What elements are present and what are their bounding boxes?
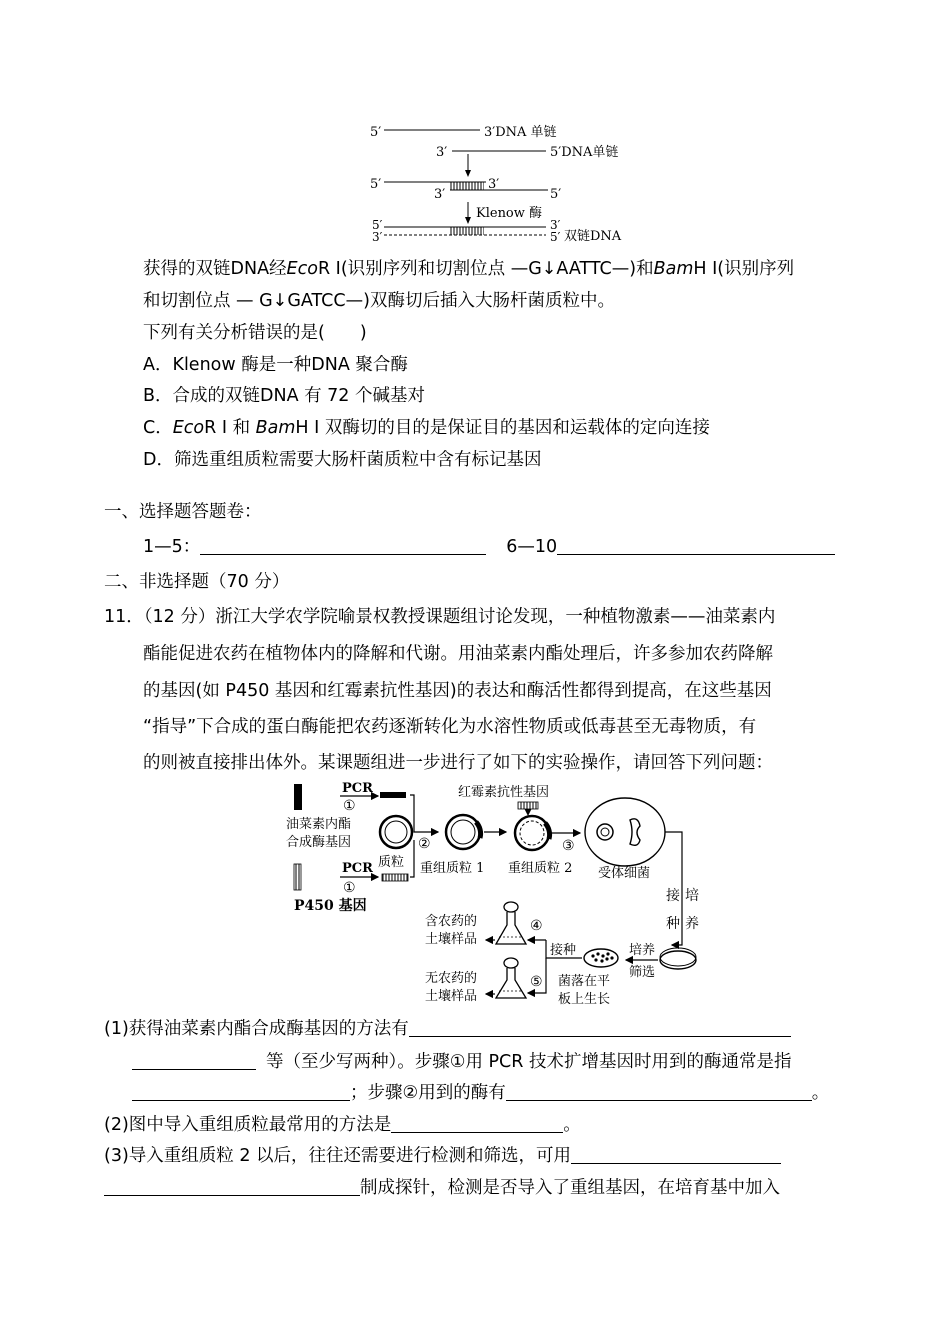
- subq1-text-c: ；步骤②用到的酶有: [350, 1083, 506, 1103]
- plasmid-inner: [385, 821, 407, 843]
- step5-label: ⑤: [530, 974, 543, 990]
- ecor-italic: Eco: [286, 259, 318, 279]
- subq3-line2: [104, 1176, 780, 1200]
- receptor-nucleoid: [630, 819, 640, 845]
- fig1-row1-left: 5′: [370, 125, 382, 140]
- fig1-row2-left: 3′: [436, 145, 448, 160]
- subq1-text-a: (1)获得油菜素内酯合成酶基因的方法有: [104, 1019, 409, 1039]
- fig1-enzyme-label: Klenow 酶: [476, 206, 543, 221]
- amplified-gene-top: [380, 792, 406, 798]
- subq2-end: 。: [563, 1115, 581, 1135]
- pcr-top-label: PCR: [342, 781, 373, 796]
- amplified-gene-bottom: [382, 874, 408, 881]
- fig1-row3-mid-right: 3′: [488, 177, 500, 192]
- recomb2-label: 重组质粒 2: [508, 861, 573, 876]
- recomb-plasmid-1-inner: [451, 820, 475, 844]
- subq3-text-b: 制成探针，检测是否导入了重组基因，在培育基中加入: [360, 1178, 780, 1198]
- receptor-label: 受体细菌: [598, 866, 651, 881]
- fig1-arrowhead-1: [465, 170, 471, 177]
- receptor-plasmid: [597, 824, 613, 840]
- soil1-line2: 土壤样品: [425, 932, 478, 947]
- pcr-bottom-label: PCR: [342, 861, 373, 876]
- colony-label-2: 板上生长: [558, 992, 611, 1007]
- q10-option-b: B．合成的双链DNA 有 72 个碱基对: [143, 386, 425, 406]
- q11-line1: 11．（12 分）浙江大学农学院喻景权教授课题组讨论发现，一种植物激素——油菜素内: [104, 607, 776, 627]
- answer-blank-6-10[interactable]: [557, 536, 835, 555]
- q11-line5: 的则被直接排出体外。某课题组进一步进行了如下的实验操作，请回答下列问题：: [143, 753, 773, 773]
- q10-line1-a: 获得的双链DNA经: [143, 259, 287, 279]
- step2-label: ②: [418, 836, 431, 852]
- dna-synthesis-figure: [360, 118, 650, 248]
- flask-4: [496, 902, 526, 944]
- q10-line1: [143, 257, 794, 281]
- fig1-row4-left-top: 5′: [372, 218, 383, 232]
- recomb-1-insert: [476, 822, 481, 838]
- fig1-row4-right-top: 3′: [550, 218, 561, 232]
- answer-range-1: 1—5：: [143, 537, 201, 557]
- answer-range-2: 6—10: [506, 537, 558, 557]
- inoculate-v1: 接: [666, 888, 680, 904]
- erythro-gene: [518, 802, 538, 809]
- q10-option-a: A．Klenow 酶是一种DNA 聚合酶: [143, 355, 408, 375]
- step1-bottom: ①: [343, 880, 356, 896]
- fig1-row1-right: 3′DNA 单链: [484, 125, 557, 140]
- q11-line4: “指导”下合成的蛋白酶能把农药逐渐转化为水溶性物质或低毒甚至无毒物质，有: [143, 717, 757, 737]
- section2-heading: 二、非选择题（70 分）: [104, 572, 290, 592]
- subq1-blank-1b[interactable]: [132, 1051, 256, 1070]
- answer-row: [143, 535, 835, 559]
- fig1-row4-left-bottom: 3′: [372, 230, 383, 244]
- subq1-line2: [132, 1050, 792, 1074]
- recomb-2-insert: [545, 823, 550, 839]
- subq3-blank-1[interactable]: [571, 1145, 781, 1164]
- subq2-text: (2)图中导入重组质粒最常用的方法是: [104, 1115, 392, 1135]
- plasmid-label: 质粒: [378, 855, 405, 870]
- q10-question: 下列有关分析错误的是( ): [143, 323, 367, 343]
- q11-line3: 的基因(如 P450 基因和红霉素抗性基因)的表达和酶活性都得到提高，在这些基因: [143, 681, 772, 701]
- gene1-label-line1: 油菜素内酯: [286, 817, 352, 832]
- q10-option-c: [143, 416, 710, 440]
- flask-5: [496, 958, 526, 998]
- fig1-row3-right: 5′: [550, 187, 562, 202]
- receptor-plasmid-inner: [601, 828, 609, 836]
- gene-to-plasmid-arrow: [410, 795, 438, 832]
- fig1-row4-label: 双链DNA: [564, 229, 622, 244]
- culture-v1: 培: [685, 888, 699, 904]
- bam-italic: Bam: [653, 259, 694, 279]
- subq1-line3: [132, 1081, 829, 1105]
- recomb-plasmid-2-inner: [520, 821, 544, 845]
- option-c-mid: R Ⅰ 和: [204, 418, 256, 438]
- q11-line2: 酯能促进农药在植物体内的降解和代谢。用油菜素内酯处理后，许多参加农药降解: [143, 644, 773, 664]
- subq1-text-b: 等（至少写两种）。步骤①用 PCR 技术扩增基因时用到的酶通常是指: [266, 1052, 792, 1072]
- soil2-line1: 无农药的: [425, 971, 478, 986]
- culture-select-2: 筛选: [629, 965, 656, 980]
- ecor-rest: R Ⅰ(识别序列和切割位点 —G↓AATTC—)和: [317, 259, 654, 279]
- experiment-flow-figure: [280, 780, 700, 1012]
- subq3-text-a: (3)导入重组质粒 2 以后，往往还需要进行检测和筛选，可用: [104, 1146, 572, 1166]
- inoculate-h: 接种: [550, 943, 577, 958]
- fig1-arrowhead-2: [465, 217, 471, 224]
- subq2-line: [104, 1113, 581, 1137]
- p450-to-plasmid-arrow: [410, 840, 414, 877]
- q10-line2: 和切割位点 — G↓GATCC—)双酶切后插入大肠杆菌质粒中。: [143, 291, 615, 311]
- option-c-prefix: C．: [143, 418, 173, 438]
- culture-v2: 养: [685, 916, 699, 932]
- soil2-line2: 土壤样品: [425, 989, 478, 1004]
- fig1-row3-left: 5′: [370, 177, 382, 192]
- inoculate-v2: 种: [666, 916, 680, 932]
- fig1-overlap-block: [450, 182, 484, 190]
- fig1-row2-right: 5′DNA单链: [550, 145, 619, 160]
- subq1-blank-1[interactable]: [409, 1018, 791, 1037]
- option-c-eco: Eco: [172, 418, 205, 438]
- bam-rest: H Ⅰ(识别序列: [693, 259, 795, 279]
- recomb1-label: 重组质粒 1: [420, 861, 485, 876]
- gene-bar-top: [294, 784, 302, 810]
- culture-select-1: 培养: [629, 943, 656, 958]
- subq2-blank[interactable]: [391, 1114, 563, 1133]
- gene1-label-line2: 合成酶基因: [286, 835, 352, 850]
- answer-sheet-heading: 一、选择题答题卷：: [104, 502, 262, 522]
- subq1-blank-2[interactable]: [132, 1082, 350, 1101]
- erythro-label: 红霉素抗性基因: [458, 785, 550, 800]
- subq1-blank-3[interactable]: [506, 1082, 812, 1101]
- subq1-line1: [104, 1017, 791, 1041]
- colony-label-1: 菌落在平: [558, 974, 611, 989]
- option-c-bam: Bam: [255, 418, 296, 438]
- subq1-text-c-end: 。: [811, 1083, 830, 1103]
- subq3-blank-1b[interactable]: [104, 1177, 360, 1196]
- gene-bar-bottom: [294, 864, 301, 890]
- answer-blank-1-5[interactable]: [200, 536, 486, 555]
- p450-label: P450 基因: [294, 898, 367, 914]
- q10-option-d: D．筛选重组质粒需要大肠杆菌质粒中含有标记基因: [143, 450, 542, 470]
- step3-label: ③: [562, 838, 575, 854]
- fig1-row4-right-bottom: 5′: [550, 230, 561, 244]
- step1-top: ①: [343, 798, 356, 814]
- colony-dots: [591, 952, 613, 962]
- subq3-line1: [104, 1144, 781, 1168]
- step4-label: ④: [530, 918, 543, 934]
- fig1-overlap-block-2: [450, 227, 484, 235]
- soil1-line1: 含农药的: [425, 914, 478, 929]
- option-c-rest: H Ⅰ 双酶切的目的是保证目的基因和运载体的定向连接: [295, 418, 710, 438]
- fig1-row3-mid-left: 3′: [434, 187, 446, 202]
